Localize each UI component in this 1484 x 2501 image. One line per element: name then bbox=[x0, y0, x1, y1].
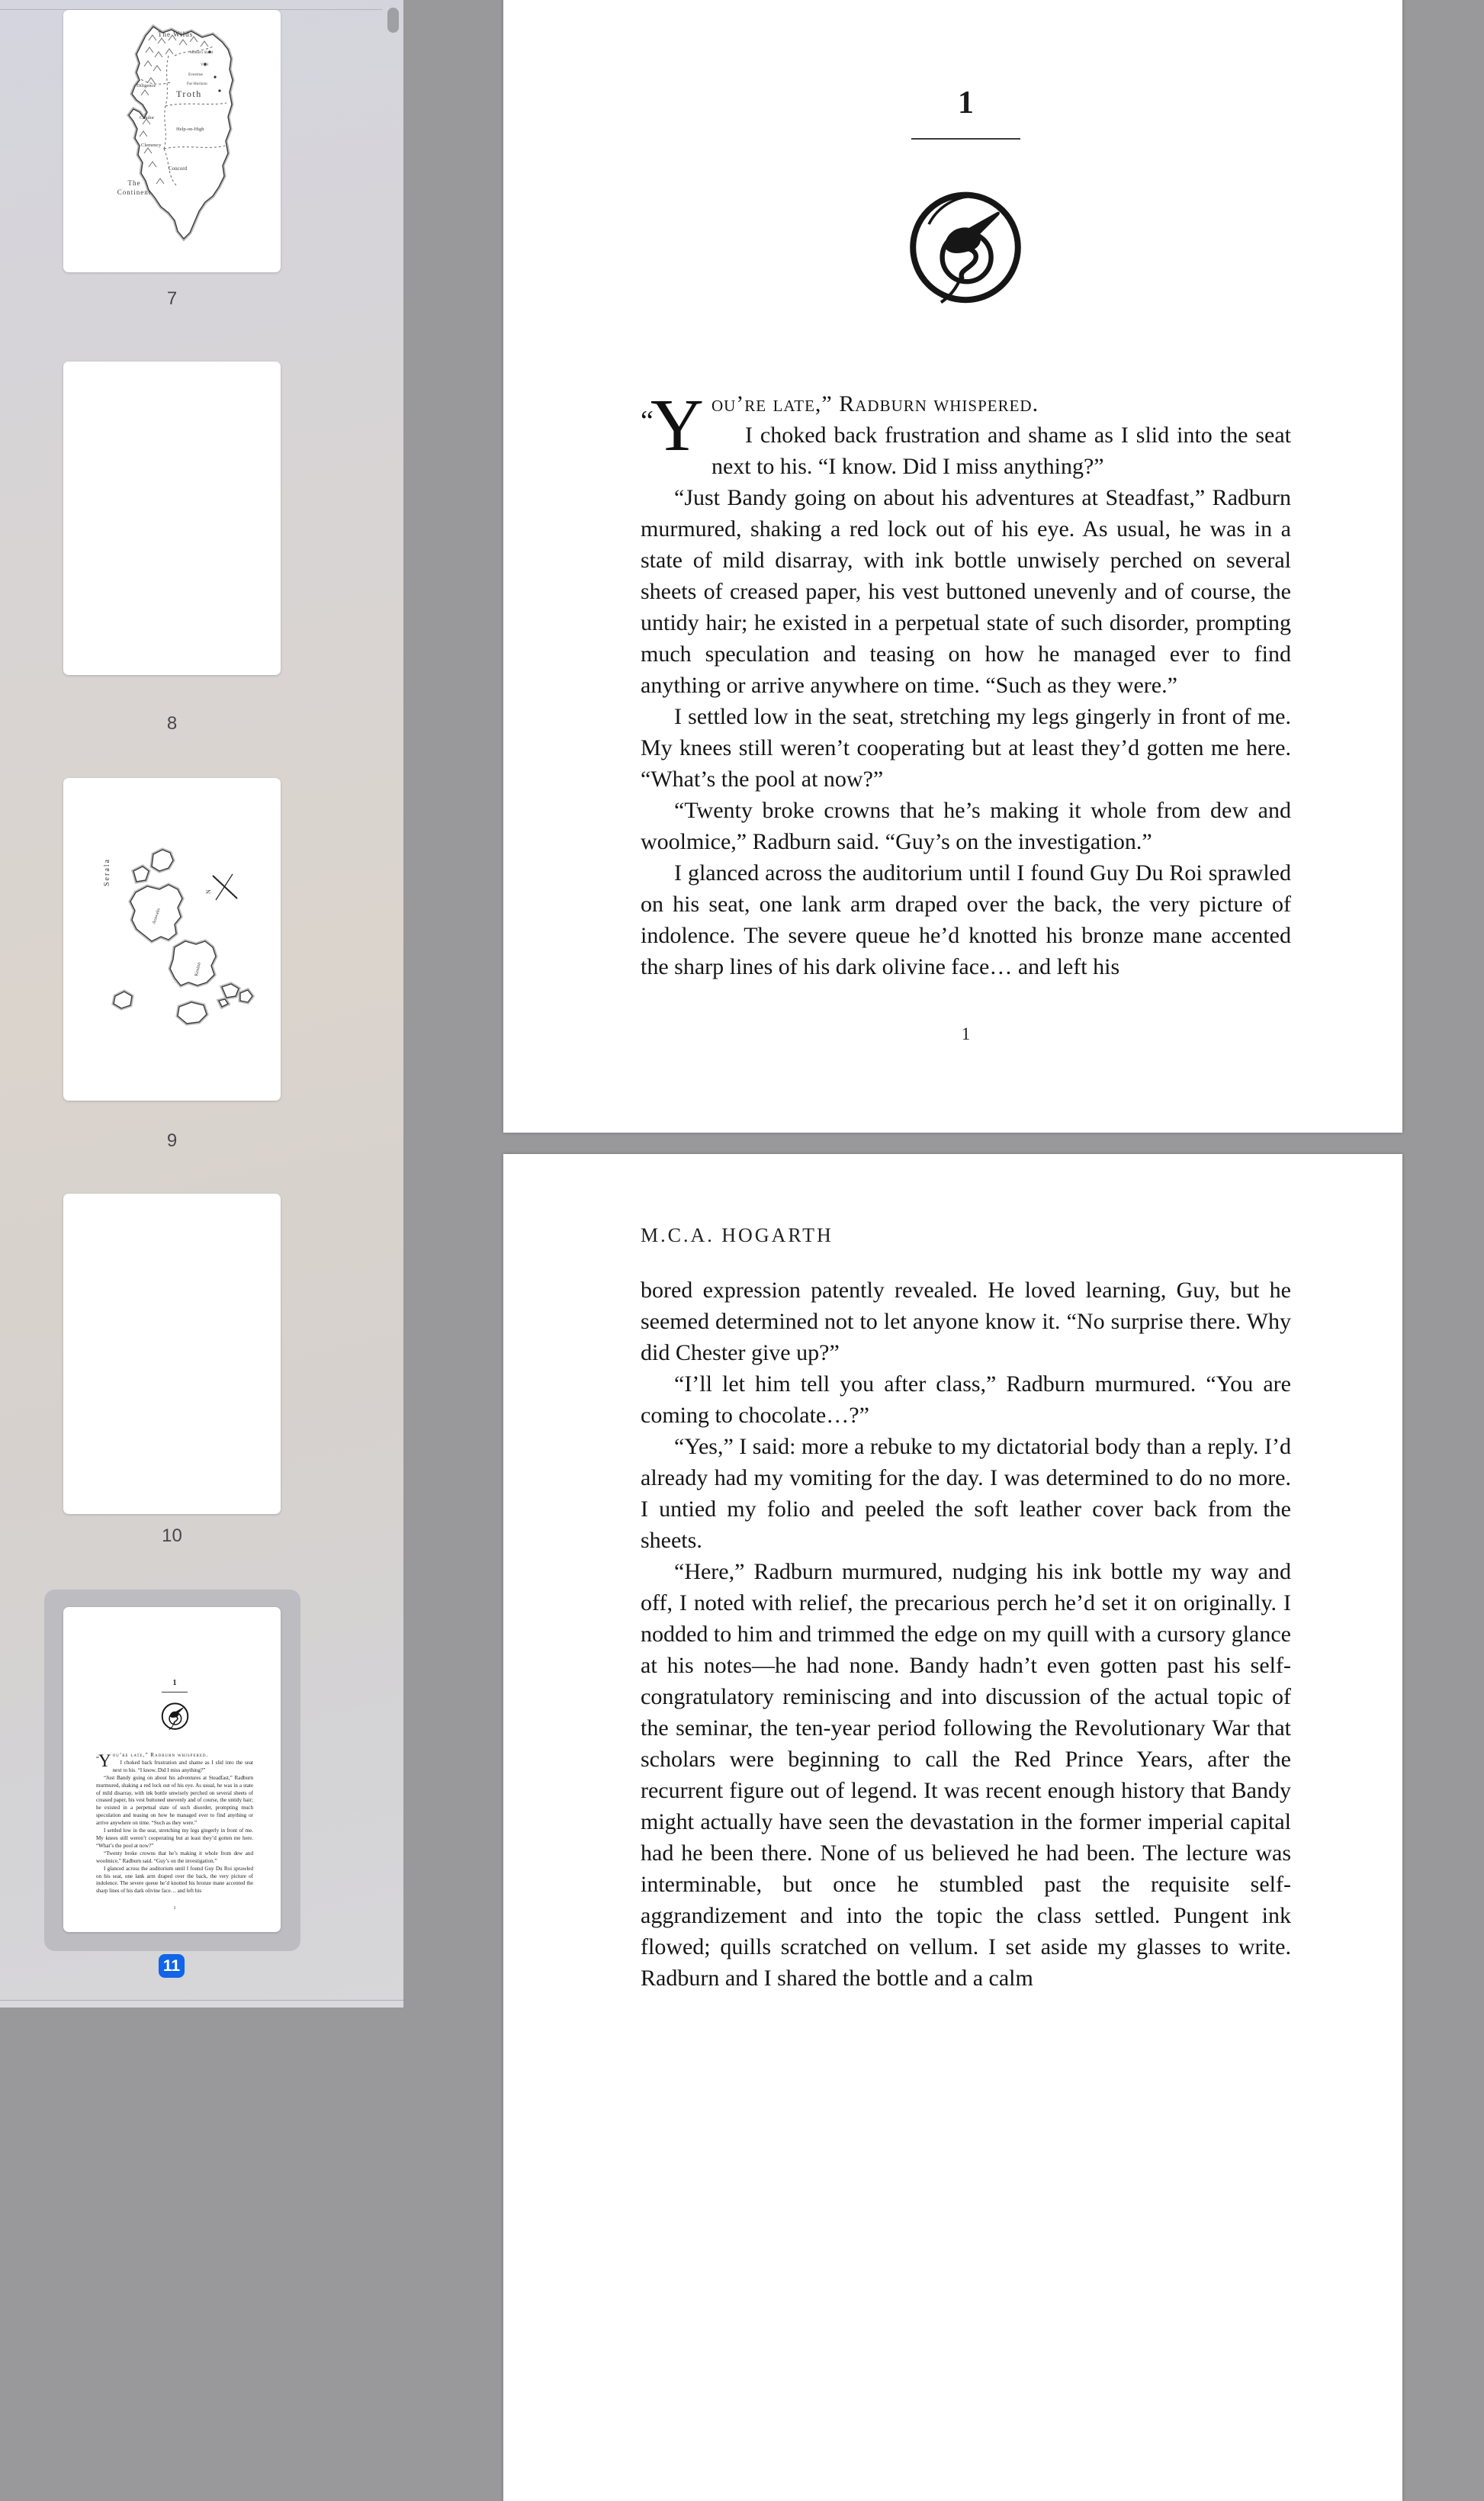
thumbnail-sidebar bbox=[0, 0, 403, 2008]
mini-chapter-number: 1 bbox=[172, 1679, 177, 1687]
paragraph: I choked back frustration and shame as I slid into the seat next to his. “I know. Did I miss anything?” bbox=[711, 423, 1291, 479]
map-label-far-horizon: Far Horizon bbox=[187, 82, 207, 86]
running-header-author: M.C.A. HOGARTH bbox=[641, 1224, 834, 1246]
sidebar-footer-divider bbox=[0, 2000, 403, 2008]
islands-map-image bbox=[63, 778, 281, 1101]
map-label-troth: Troth bbox=[176, 88, 202, 99]
map-caption-continent: Continent bbox=[117, 188, 152, 196]
paragraph: “Here,” Radburn murmured, nudging his ink bottle my way and off, I noted with relief, the precarious perch he’d set it on originally. I nodded to him and trimmed the edge on my quill with a cursory glance at his notes—he had none. Bandy hadn’t even gotten past his self-congratulatory reminiscing and into discussion of the actual topic of the seminar, the ten-year period following the Revolutionary War that scholars were beginning to call the Red Prince Years, after the recurrent figure out of legend. It was recent enough history that Bandy might actually have seen the devastation in the former imperial capital had he been there. None of us believed he had been. The lecture was interminable, but once he stumbled past the requisite self-aggrandizement and into the topic the class settled. Pungent ink flowed; quills scratched on vellum. I set aside my glasses to write. Radburn and I shared the bottle and a calm bbox=[641, 1559, 1291, 1991]
thumbnail-page-number-10: 10 bbox=[162, 1525, 182, 1546]
selected-page-badge: 11 bbox=[159, 1954, 185, 1978]
map-label-diligence: Diligence bbox=[137, 83, 156, 88]
paragraph: bored expression patently revealed. He loved learning, Guy, but he seemed determined not to let anyone know it. “No surprise there. Why did Chester give up?” bbox=[641, 1278, 1291, 1365]
chapter-rule bbox=[911, 138, 1020, 140]
book-page-1 bbox=[503, 0, 1402, 1133]
map-label-serala: Serala bbox=[103, 858, 111, 886]
thumbnail-page-8[interactable] bbox=[63, 362, 281, 675]
thumbnail-page-number-9: 9 bbox=[166, 1130, 178, 1151]
thumbnail-page-11[interactable] bbox=[63, 1607, 281, 1932]
map-label-evertrue: Evertrue bbox=[188, 72, 203, 77]
map-label-help-on-high: Help-on-High bbox=[176, 127, 204, 132]
compass-n-label: N bbox=[205, 889, 212, 894]
mini-folio: 1 bbox=[173, 1906, 176, 1911]
map-label-clemency: Clemency bbox=[141, 143, 162, 148]
compass-rose-icon bbox=[213, 874, 237, 900]
drop-cap: “Y bbox=[641, 384, 704, 466]
paragraph: “Yes,” I said: more a rebuke to my dictatorial body than a reply. I’d already had my vomiting for the day. I was determined to do no more. I untied my folio and peeled the soft leather cover back from the sheets. bbox=[641, 1434, 1291, 1553]
page-1-body-text: “Y ou’re late,” Radburn whispered. I choked back frustration and shame as I slid into the seat next to his. “I know. Did I miss anything?” “Just Bandy going on about his adventures at Steadfast,” Radburn murmured, shaking a red lock out of his eye. As usual, he was in a state of mild disarray, with ink bottle unwisely perched on several sheets of creased paper, his vest buttoned unevenly and of course, the untidy hair; he existed in a perpetual state of such disorder, prompting much speculation and teasing on how he managed ever to find anything or arrive anywhere on time. “Such as they were.” I settled low in the seat, stretching my legs gingerly in front of me. My knees still weren’t cooperating but at least they’d gotten me here. “What’s the pool at now?” “Twenty broke crowns that he’s making it whole from dew and woolmice,” Radburn said. “Guy’s on the investigation.” I glanced across the auditorium until I found Guy Du Roi sprawled on his seat, one lank arm draped over the back, the very picture of indolence. The severe queue he’d knotted his bronze mane accented the sharp lines of his dark olivine face… and left his bbox=[641, 388, 1291, 982]
thumbnail-page-number-8: 8 bbox=[166, 713, 178, 734]
paragraph: I settled low in the seat, stretching my legs gingerly in front of me. My knees still weren’t cooperating but at least they’d gotten me here. “What’s the pool at now?” bbox=[641, 704, 1291, 792]
map-label-vigil: Vigil bbox=[201, 63, 208, 67]
paragraph: “Just Bandy going on about his adventures at Steadfast,” Radburn murmured, shaking a red lock out of his eye. As usual, he was in a state of mild disarray, with ink bottle unwisely perched on several sheets of creased paper, his vest buttoned unevenly and of course, the untidy hair; he existed in a perpetual state of such disorder, prompting much speculation and teasing on how he managed ever to find anything or arrive anywhere on time. “Such as they were.” bbox=[641, 485, 1291, 698]
thumbnail-page-10[interactable] bbox=[63, 1194, 281, 1514]
map-label-the-wilds: The Wilds bbox=[158, 31, 194, 38]
map-label-candor: Candor bbox=[140, 115, 155, 121]
mini-chapter-rule bbox=[162, 1692, 188, 1693]
sidebar-scrollbar-thumb[interactable] bbox=[387, 8, 399, 33]
map-caption-the: The bbox=[127, 179, 141, 187]
paragraph: “I’ll let him tell you after class,” Radburn murmured. “You are coming to chocolate…?” bbox=[641, 1371, 1291, 1428]
continent-map-image bbox=[63, 10, 281, 272]
paragraph: “Twenty broke crowns that he’s making it whole from dew and woolmice,” Radburn said. “Guy’s on the investigation.” bbox=[641, 798, 1291, 854]
thumbnail-page-9[interactable] bbox=[63, 778, 281, 1101]
map-label-mothers-stand: Mother's Stand bbox=[189, 51, 213, 55]
mini-body-text: “Y ou’re late,” Radburn whispered. I choked back frustration and shame as I slid into the seat next to his. “I know. Did I miss anything?” “Just Bandy going on about his adventures at Steadfast,” Radburn murmured, shaking a red lock out of his eye. As usual, he was in a state of mild disarray, with ink bottle unwisely perched on several sheets of creased paper, his vest buttoned unevenly and of course, the untidy hair; he existed in a perpetual state of such disorder, prompting much speculation and teasing on how he managed ever to find anything or arrive anywhere on time. “Such as they were.” I settled low in the seat, stretching my legs gingerly in front of me. My knees still weren’t cooperating but at least they’d gotten me here. “What’s the pool at now?” “Twenty broke crowns that he’s making it whole from dew and woolmice,” Radburn said. “Guy’s on the investigation.” I glanced across the auditorium until I found Guy Du Roi sprawled on his seat, one lank arm draped over the back, the very picture of indolence. The severe queue he’d knotted his bronze mane accented the sharp lines of his dark olivine face… and left his bbox=[96, 1751, 253, 1895]
bird-emblem-icon bbox=[904, 188, 1026, 310]
page-2-body-text bbox=[641, 1275, 1291, 1994]
page-1-folio: 1 bbox=[961, 1024, 971, 1043]
thumbnail-page-7[interactable] bbox=[63, 10, 281, 272]
chapter-number: 1 bbox=[958, 85, 974, 121]
book-page-2 bbox=[503, 1154, 1402, 2501]
map-label-arawalis: Arawalis bbox=[152, 908, 162, 925]
map-label-kesina: Kesina bbox=[194, 962, 202, 977]
map-label-concord: Concord bbox=[169, 166, 188, 172]
paragraph: I glanced across the auditorium until I found Guy Du Roi sprawled on his seat, one lank arm draped over the back, the very picture of indolence. The severe queue he’d knotted his bronze mane accented the sharp lines of his dark olivine face… and left his bbox=[641, 860, 1291, 979]
document-viewer bbox=[403, 0, 1484, 2008]
mini-bird-emblem-icon bbox=[160, 1702, 190, 1731]
thumbnail-page-number-7: 7 bbox=[166, 288, 178, 309]
